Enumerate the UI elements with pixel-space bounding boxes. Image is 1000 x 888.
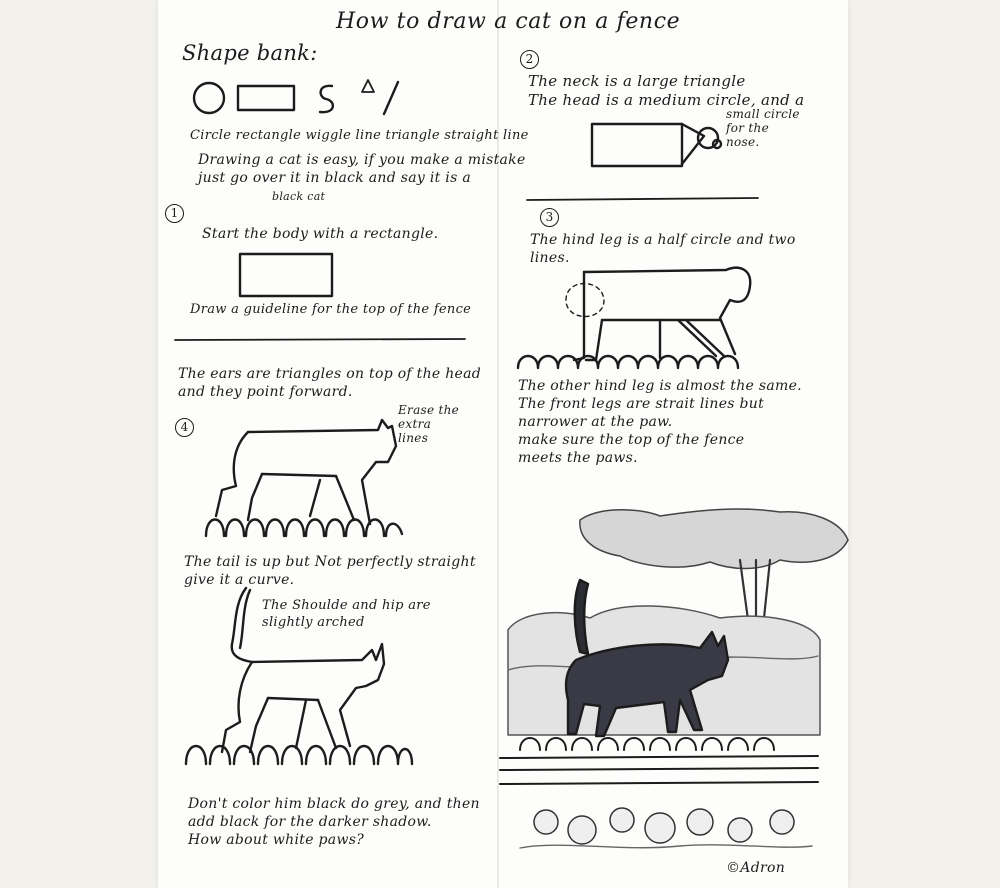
- step-2-marker: 2: [520, 50, 539, 69]
- step-1-marker: 1: [165, 204, 184, 223]
- step-3-marker: 3: [540, 208, 559, 227]
- shape-bank-heading: Shape bank:: [182, 41, 318, 65]
- tail-step-cat-sketch: [186, 588, 412, 764]
- step-3-text: The hind leg is a half circle and two lines.: [530, 232, 796, 266]
- mistake-note: Drawing a cat is easy, if you make a mistake just go over it in black and say it is a: [198, 152, 526, 186]
- color-text: Don't color him black do grey, and then add black for the darker shadow. How about white paws?: [188, 796, 480, 848]
- erase-note: Erase the extra lines: [398, 403, 460, 445]
- mistake-note-insert: black cat: [272, 190, 326, 203]
- step-3-legs-text: The other hind leg is almost the same. The front legs are strait lines but narrower at the paw. make sure the top of the fence meets the paws.: [518, 378, 802, 466]
- step-2-sketch: [527, 124, 758, 200]
- step-2-nose-note: small circle for the nose.: [726, 107, 800, 149]
- final-illustration: [500, 509, 848, 848]
- arch-text: The Shoulde and hip are slightly arched: [262, 598, 431, 630]
- step-1-guideline-text: Draw a guideline for the top of the fence: [190, 302, 472, 317]
- tail-text: The tail is up but Not perfectly straight give it a curve.: [184, 554, 476, 588]
- body-rectangle: [240, 254, 332, 296]
- step-4-marker: 4: [175, 418, 194, 437]
- signature: ©Adron: [726, 860, 786, 876]
- page-title: How to draw a cat on a fence: [336, 9, 681, 34]
- shape-bank-shapes: [194, 80, 398, 114]
- step-3-cat-sketch: [518, 268, 750, 368]
- step-4-intro-text: The ears are triangles on top of the head and they point forward.: [178, 366, 482, 400]
- step-4-cat-sketch: [206, 420, 402, 536]
- shape-bank-caption: Circle rectangle wiggle line triangle straight line: [190, 128, 529, 143]
- step-2-text: The neck is a large triangle The head is a medium circle, and a: [528, 72, 805, 110]
- step-1-text: Start the body with a rectangle.: [202, 226, 439, 242]
- fence-guideline: [175, 339, 465, 340]
